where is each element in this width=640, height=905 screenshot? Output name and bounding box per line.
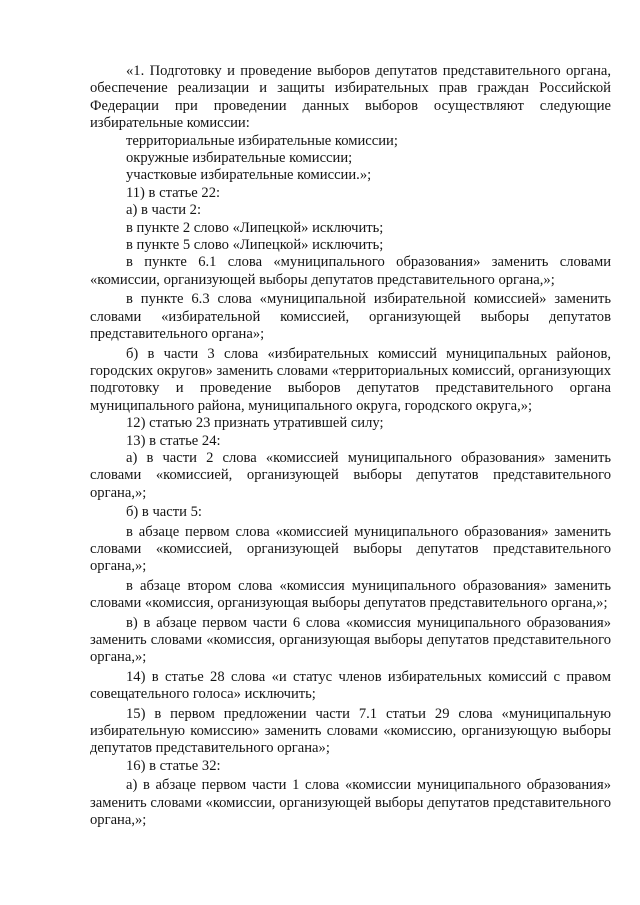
paragraph-point-2: в пункте 2 слово «Липецкой» исключить; [126,219,384,236]
list-item-precinct: участковые избирательные комиссии.»; [126,167,372,184]
paragraph-item-13b: б) в части 5: [126,504,202,521]
paragraph-para-first: в абзаце первом слова «комиссией муниципального образования» заменить словами «комиссией, организующей выборы депутатов представительного органа,»; [90,523,611,575]
paragraph-point-6-1: в пункте 6.1 слова «муниципального образования» заменить словами «комиссии, организующей выборы депутатов представительного органа,»; [90,254,611,288]
list-item-territorial: территориальные избирательные комиссии; [126,132,398,149]
document-page [90,63,611,829]
paragraph-item-14: 14) в статье 28 слова «и статус членов избирательных комиссий с правом совещательного голоса» исключить; [90,668,611,703]
paragraph-item-16a: а) в абзаце первом части 1 слова «комиссии муниципального образования» заменить словами «комиссии, организующей выборы депутатов представительного органа,»; [90,777,611,829]
paragraph-point-5: в пункте 5 слово «Липецкой» исключить; [126,237,384,254]
paragraph-point-6-3: в пункте 6.3 слова «муниципальной избирательной комиссией» заменить словами «избирательной комиссией, организующей выборы депутатов представительного органа»; [90,291,611,343]
paragraph-item-15: 15) в первом предложении части 7.1 статьи 29 слова «муниципальную избирательную комиссию» заменить словами «комиссию, организующую выборы депутатов представительного органа»; [90,705,611,757]
paragraph-item-11: 11) в статье 22: [126,184,221,201]
paragraph-para-second: в абзаце втором слова «комиссия муниципального образования» заменить словами «комиссия, организующая выборы депутатов представительного органа,»; [90,577,611,612]
paragraph-clause-1: «1. Подготовку и проведение выборов депутатов представительного органа, обеспечение реализации и защиты избирательных прав граждан Российской Федерации при проведении данных выборов осуществляют следующие избирательные комиссии: [90,63,611,132]
paragraph-item-13a: а) в части 2 слова «комиссией муниципального образования» заменить словами «комиссией, организующей выборы депутатов представительного органа,»; [90,449,611,501]
paragraph-item-16: 16) в статье 32: [126,757,221,774]
paragraph-item-12: 12) статью 23 признать утратившей силу; [126,415,384,432]
paragraph-item-13: 13) в статье 24: [126,432,221,449]
paragraph-item-11b: б) в части 3 слова «избирательных комиссий муниципальных районов, городских округов» заменить словами «территориальных комиссий, организующих подготовку и проведение выборов депутатов представительного органа муниципального района, муниципального округа, городского округа,»; [90,345,611,414]
paragraph-item-11a: а) в части 2: [126,202,202,219]
list-item-district: окружные избирательные комиссии; [126,150,353,167]
paragraph-item-13c: в) в абзаце первом части 6 слова «комиссия муниципального образования» заменить словами «комиссия, организующая выборы депутатов представительного органа,»; [90,614,611,666]
